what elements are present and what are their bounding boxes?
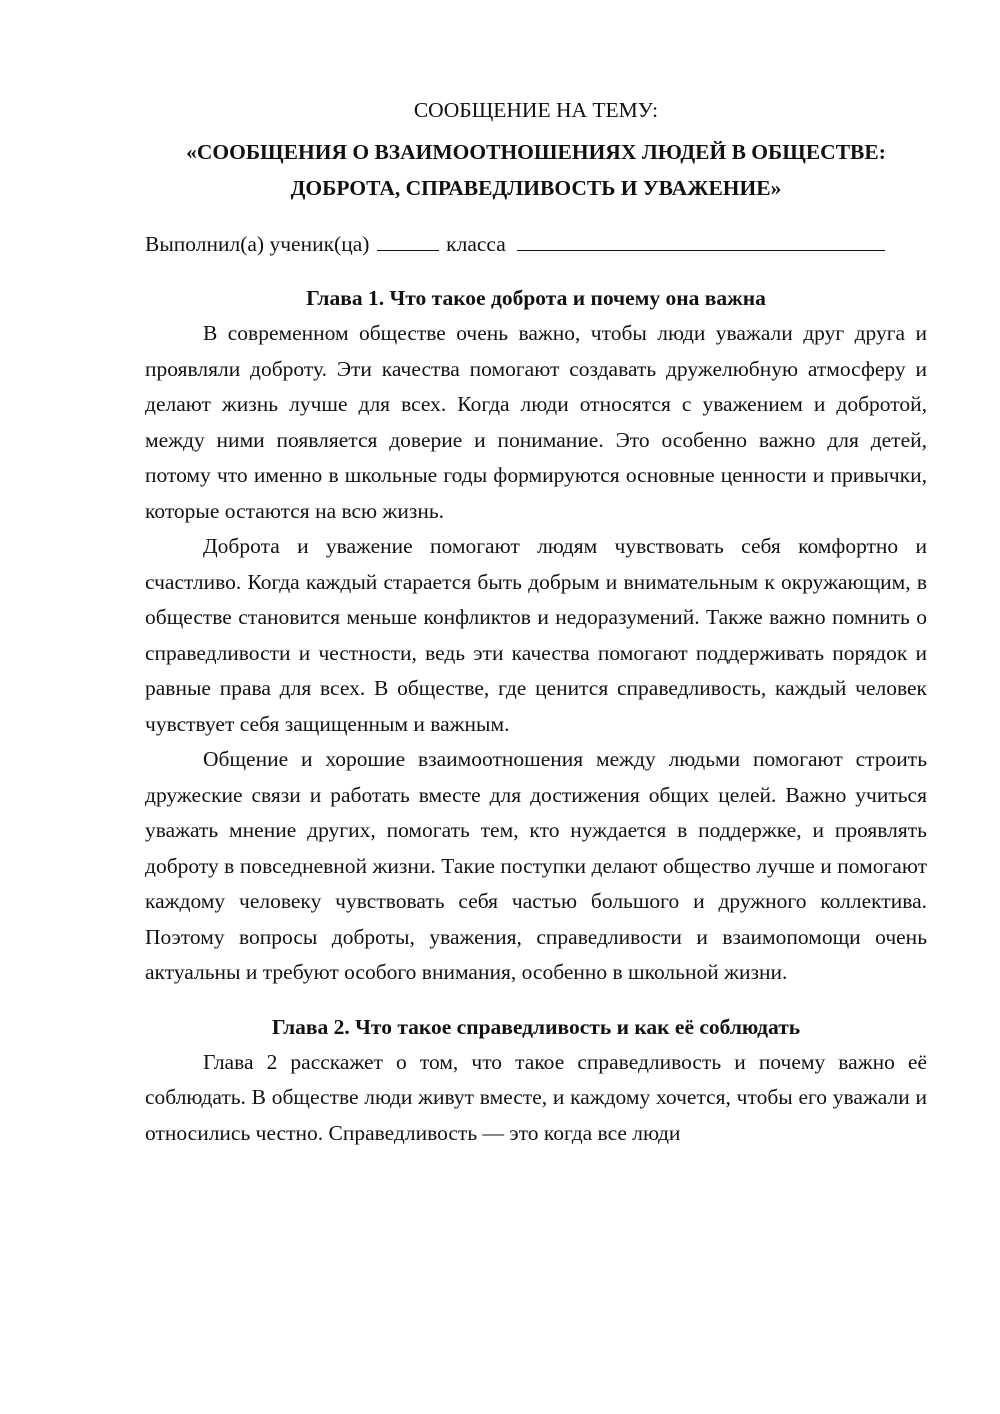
chapter-1-paragraph-2: Доброта и уважение помогают людям чувствовать себя комфортно и счастливо. Когда каждый старается быть добрым и внимательным к окружающим, в обществе становится меньше конфликтов и недоразумений. Также важно помнить о справедливости и честности, ведь эти качества помогают поддерживать порядок и равные права для всех. В обществе, где ценится справедливость, каждый человек чувствует себя защищенным и важным. — [145, 534, 927, 736]
document-page — [145, 92, 927, 1151]
chapter-2-heading: Глава 2. Что такое справедливость и как её соблюдать — [271, 1014, 801, 1039]
subject-line: СООБЩЕНИЕ НА ТЕМУ: — [413, 98, 659, 122]
chapter-2-paragraph-1: Глава 2 расскажет о том, что такое справедливость и почему важно её соблюдать. В обществе люди живут вместе, и каждому хочется, чтобы его уважали и относились честно. Справедливость — это когда все люди — [145, 1049, 927, 1145]
name-blank-field[interactable] — [517, 230, 885, 251]
document-title — [145, 134, 927, 206]
grade-blank-field[interactable] — [377, 230, 439, 251]
author-class-word: класса — [446, 232, 506, 256]
chapter-1-paragraph-3: Общение и хорошие взаимоотношения между людьми помогают строить дружеские связи и работать вместе для достижения общих целей. Важно учиться уважать мнение других, помогать тем, кто нуждается в поддержке, и проявлять доброту в повседневной жизни. Такие поступки делают общество лучше и помогают каждому человеку чувствовать себя частью большого и дружного коллектива. Поэтому вопросы доброты, уважения, справедливости и взаимопомощи очень актуальны и требуют особого внимания, особенно в школьной жизни. — [145, 747, 927, 984]
title-line-2: ДОБРОТА, СПРАВЕДЛИВОСТЬ И УВАЖЕНИЕ» — [290, 176, 782, 200]
author-line — [145, 226, 927, 262]
chapter-1-paragraph-1: В современном обществе очень важно, чтобы люди уважали друг друга и проявляли доброту. Эти качества помогают создавать дружелюбную атмосферу и делают жизнь лучше для всех. Когда люди относятся с уважением и добротой, между ними появляется доверие и понимание. Это особенно важно для детей, потому что именно в школьные годы формируются основные ценности и привычки, которые остаются на всю жизнь. — [145, 321, 927, 523]
chapter-1-heading: Глава 1. Что такое доброта и почему она важна — [306, 286, 766, 310]
title-line-1: «СООБЩЕНИЯ О ВЗАИМООТНОШЕНИЯХ ЛЮДЕЙ В ОБЩЕСТВЕ: — [186, 140, 886, 164]
author-prefix: Выполнил(а) ученик(ца) — [145, 232, 370, 256]
